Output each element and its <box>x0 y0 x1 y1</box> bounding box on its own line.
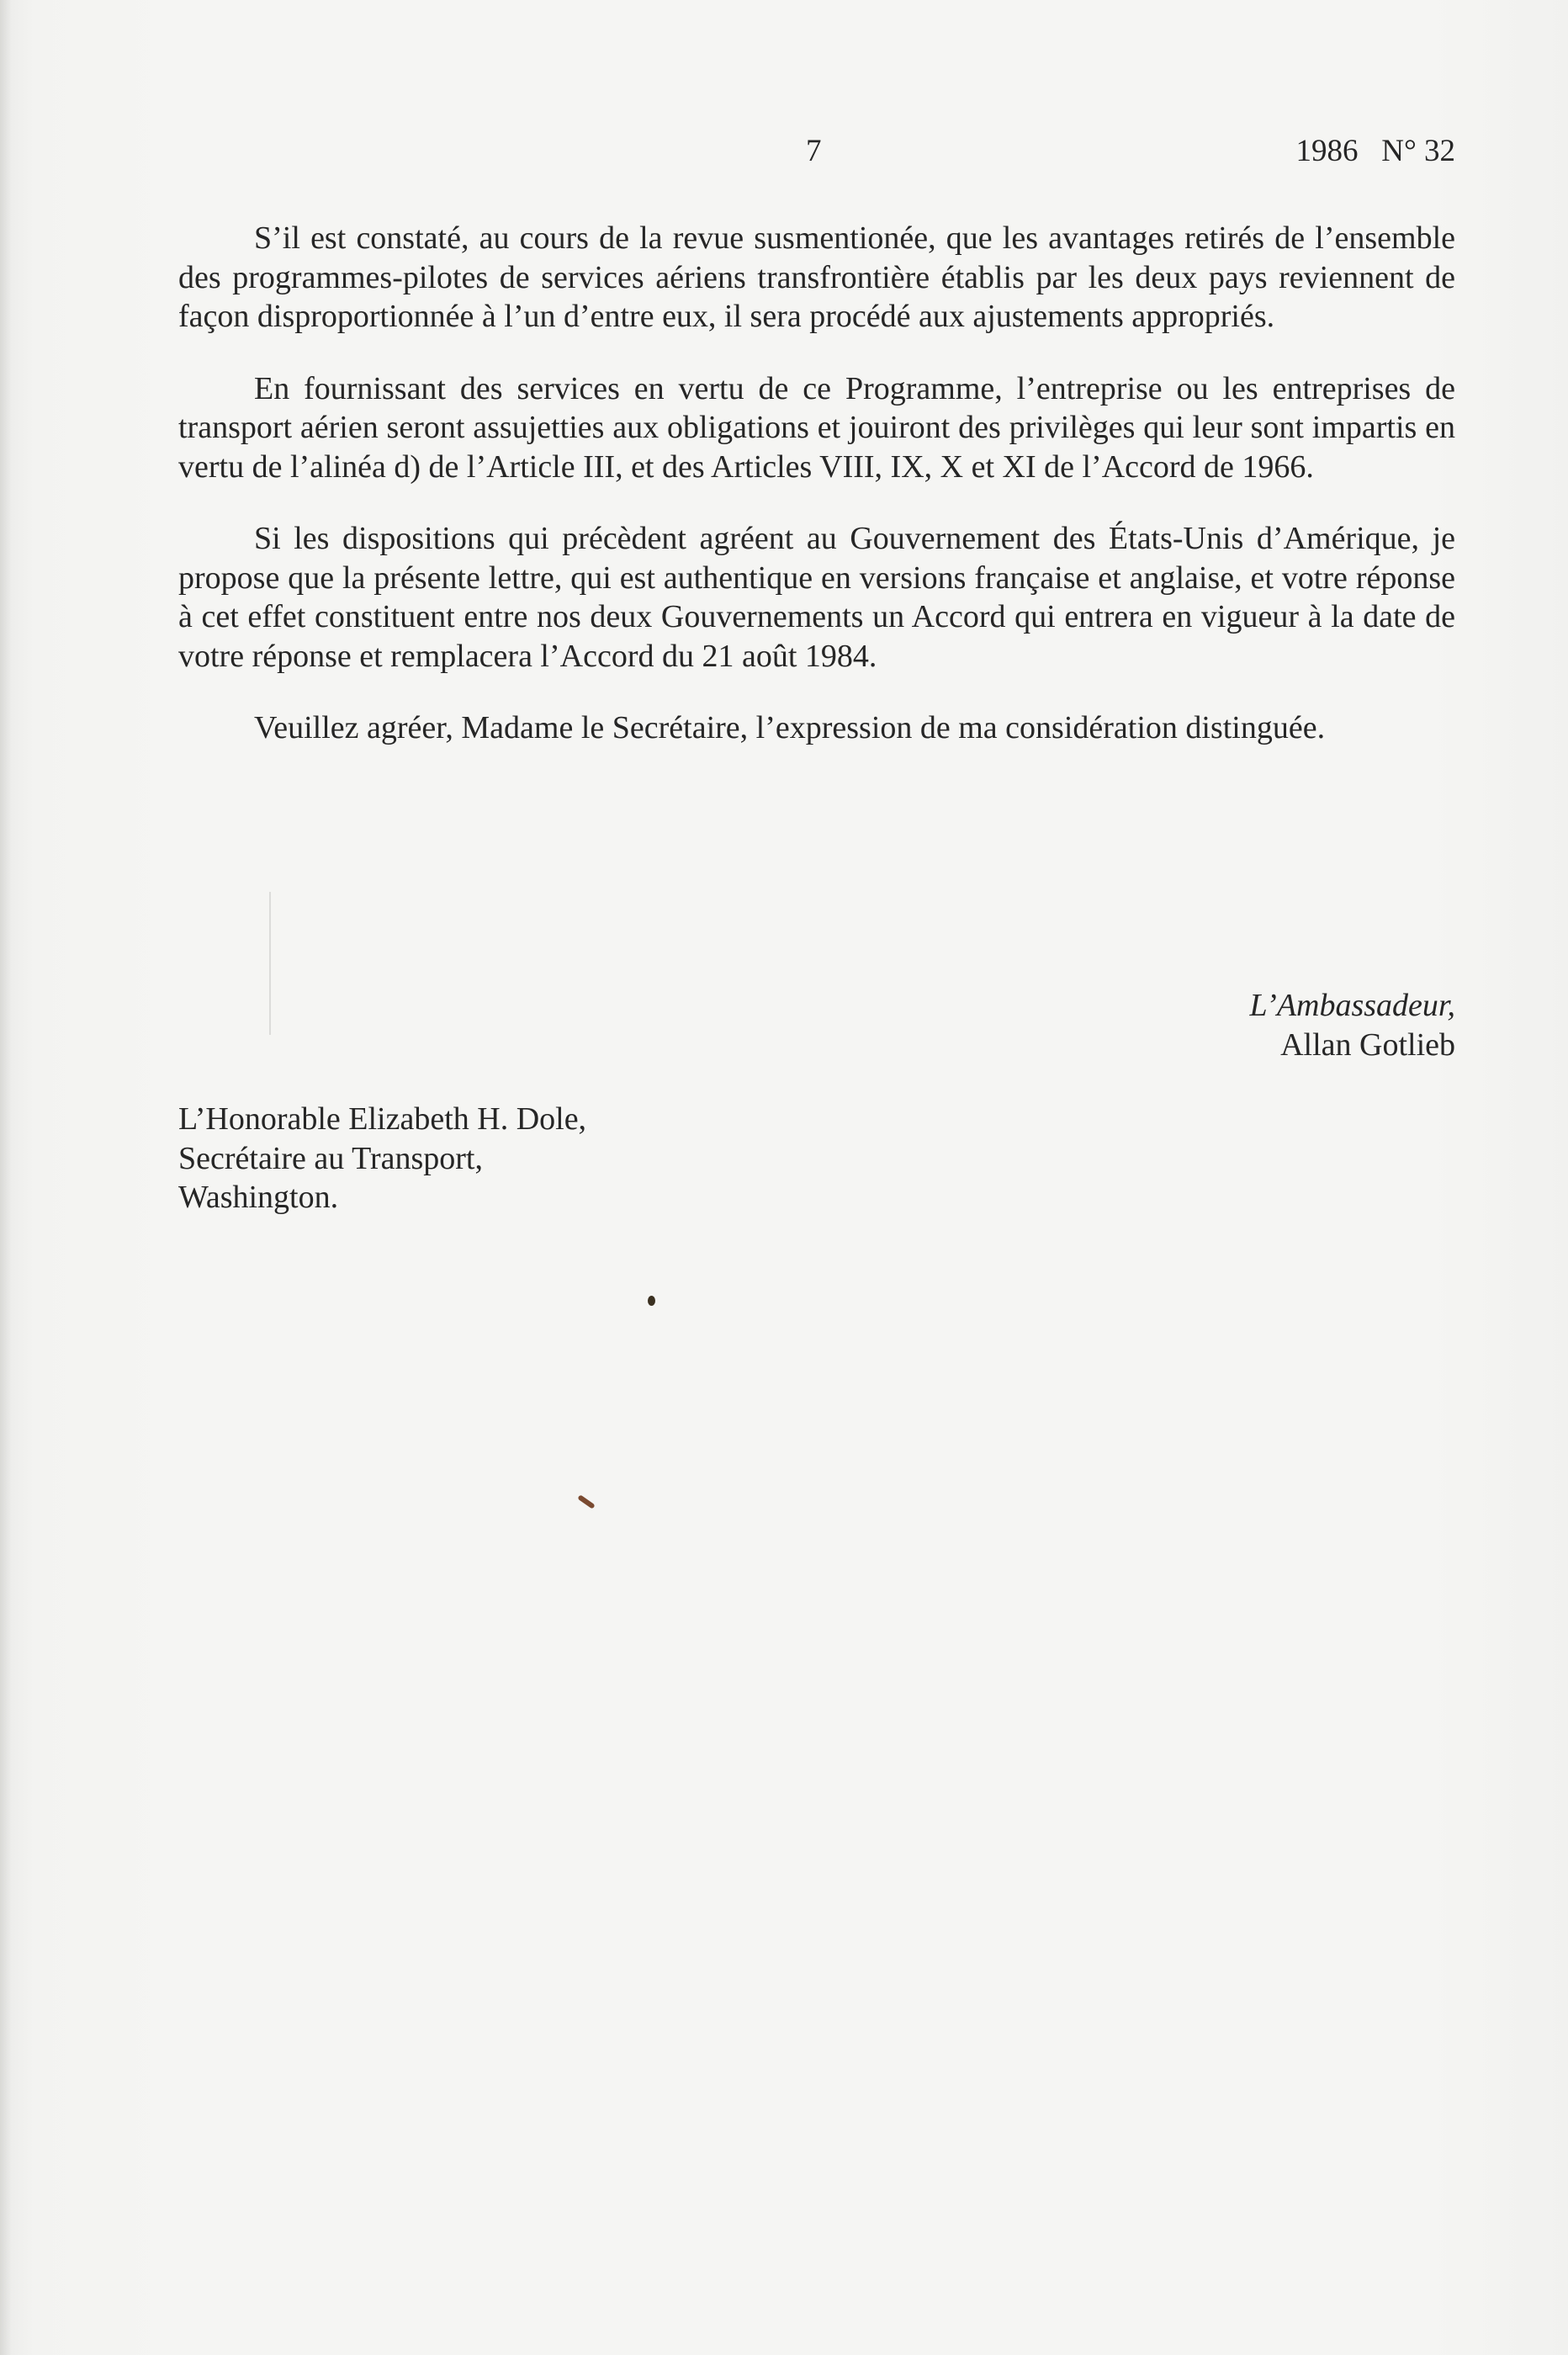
ink-speck <box>577 1494 595 1509</box>
treaty-year-number: 1986 N° 32 <box>1295 134 1455 168</box>
signature-block <box>1249 986 1455 1064</box>
paragraph-agreement: Si les dispositions qui précèdent agréent au Gouvernement des États-Unis d’Amérique, je propose que la présente lettre, qui est authentique en versions française et anglaise, et votre réponse à cet effet constituent entre nos deux Gouvernements un Accord qui entrera en vigueur à la date de votre réponse et remplacera l’Accord du 21 août 1984. <box>178 521 1455 674</box>
paragraph-adjustments: S’il est constaté, au cours de la revue susmentionée, que les avantages retirés de l’ensemble des programmes-pilotes de services aériens transfrontière établis par les deux pays reviennent de façon disproportionnée à l’un d’entre eux, il sera procédé aux ajustements appropriés. <box>178 220 1455 334</box>
paragraph-obligations: En fournissant des services en vertu de ce Programme, l’entreprise ou les entreprises de transport aérien seront assujetties aux obligations et jouiront des privilèges qui leur sont impartis en vertu de l’alinéa d) de l’Article III, et des Articles VIII, IX, X et XI de l’Accord de 1966. <box>178 370 1455 485</box>
page-number: 7 <box>806 134 822 168</box>
addressee-block <box>178 1100 586 1217</box>
addressee-position: Secrétaire au Transport, <box>178 1140 483 1176</box>
page-header <box>178 126 1455 177</box>
page-edge-shadow <box>0 0 12 2355</box>
signatory-name: Allan Gotlieb <box>1280 1026 1455 1063</box>
addressee-city: Washington. <box>178 1180 339 1215</box>
paragraph-closing: Veuillez agréer, Madame le Secrétaire, l’expression de ma considération distinguée. <box>254 710 1326 745</box>
letter-body <box>178 219 1455 781</box>
page-crease <box>269 892 271 1035</box>
addressee-name: L’Honorable Elizabeth H. Dole, <box>178 1101 587 1137</box>
signatory-title: L’Ambassadeur, <box>1249 988 1455 1023</box>
ink-speck <box>648 1296 655 1306</box>
